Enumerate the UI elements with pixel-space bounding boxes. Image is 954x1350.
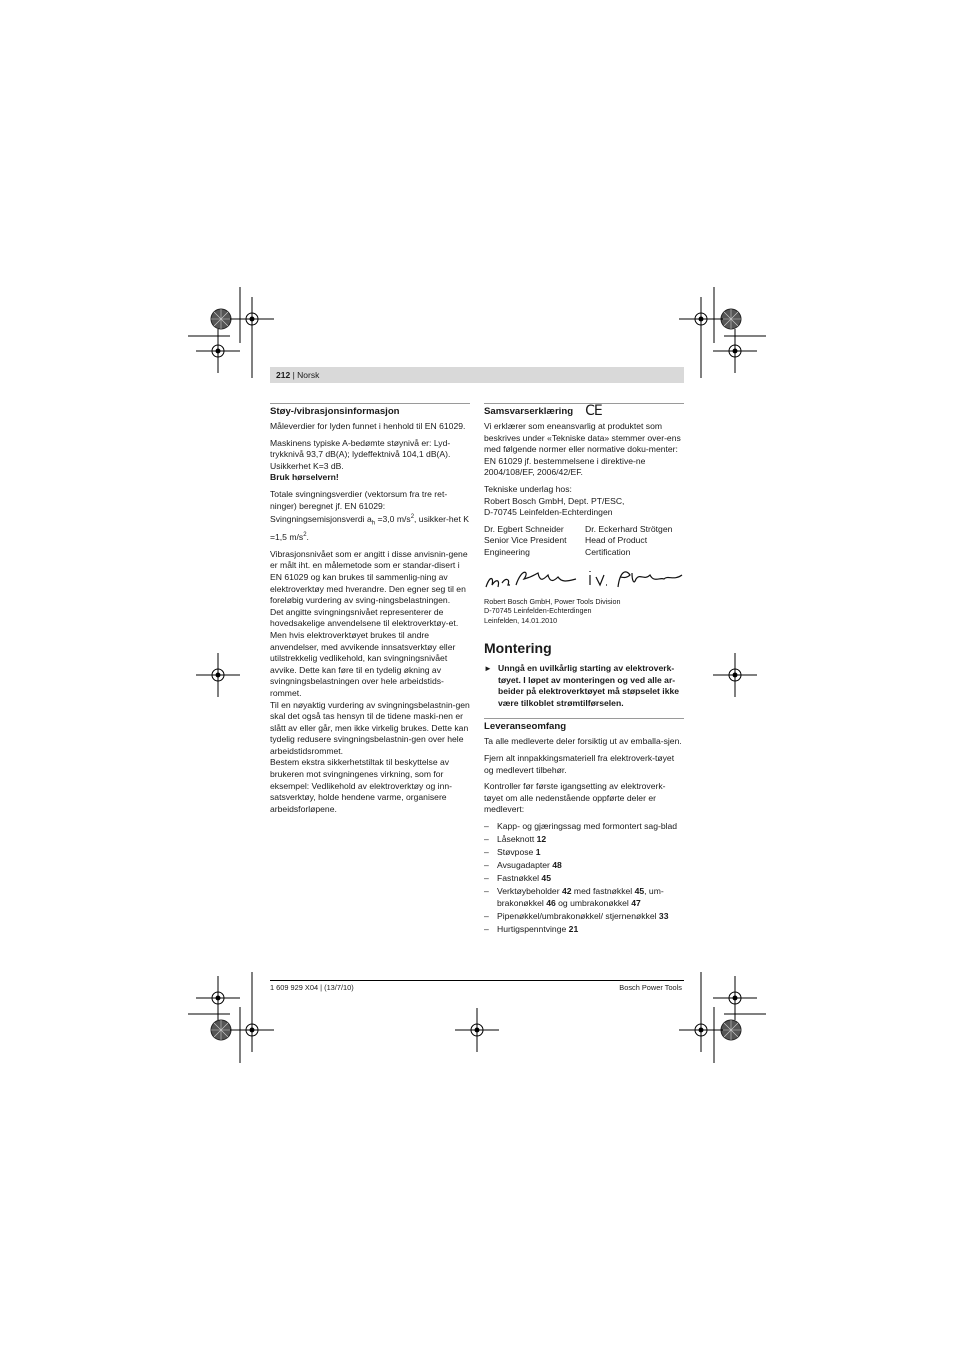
signer-1-name: Dr. Egbert Schneider xyxy=(484,523,564,534)
noise-paragraph-2: Maskinens typiske A-bedømte støynivå er: Lyd-trykknivå 93,7 dB(A); lydeffektnivå 104,1 dB(A). Usikkerhet K=3 dB. xyxy=(270,437,451,471)
signatures-image xyxy=(484,565,684,595)
tech-docs-line-1: Robert Bosch GmbH, Dept. PT/ESC, xyxy=(484,495,625,506)
page-number: 212 xyxy=(276,370,291,380)
tech-docs-label: Tekniske underlag hos: xyxy=(484,483,572,494)
list-item: – Pipenøkkel/umbrakonøkkel/ stjernenøkkel 33 xyxy=(484,911,669,922)
delivery-list xyxy=(484,821,684,936)
list-item: – Avsugadapter 48 xyxy=(484,860,562,871)
signer-2 xyxy=(585,524,684,559)
section-rule xyxy=(484,403,684,404)
issue-place-date: Leinfelden, 14.01.2010 xyxy=(484,615,558,625)
conformity-text: Vi erklærer som eneansvarlig at produktet som beskrives under «Tekniske data» stemmer over-ens med følgende normer eller normative doku-menter: EN 61029 jf. bestemmelsene i direktive-ne 2004/108/EF, 2006/42/EF. xyxy=(484,421,681,478)
company-address xyxy=(484,597,684,626)
conformity-heading-row xyxy=(484,405,684,418)
delivery-heading: Leveranseomfang xyxy=(484,721,567,733)
section-rule xyxy=(484,718,684,719)
page-footer xyxy=(270,980,684,992)
vibration-total-values: Totale svingningsverdier (vektorsum fra tre ret-ninger) beregnet jf. EN 61029: xyxy=(270,488,448,511)
vibration-paragraph-3: Til en nøyaktig vurdering av svingningsbelastnin-gen skal det også tas hensyn til de tidene maski-nen er slått av eller går, men ikke virkelig brukes. Dette kan tydelig redusere svingningsbelastnin-gen over hele arbeidstidsrommet. xyxy=(270,699,470,756)
tech-docs-line-2: D-70745 Leinfelden-Echterdingen xyxy=(484,507,613,518)
list-item: – Hurtigspenntvinge 21 xyxy=(484,924,579,935)
list-item: – Fastnøkkel 45 xyxy=(484,873,551,884)
delivery-paragraph-1: Ta alle medleverte deler forsiktig ut av emballa-sjen. xyxy=(484,736,682,747)
warning-note xyxy=(484,663,684,709)
vibration-paragraph-4: Bestem ekstra sikkerhetstiltak til beskyttelse av brukeren mot svingningenes virkning, som for eksempel: Vedlikehold av elektroverktøy og inn-satsverktøy, holde hendene varme, organisere arbeidsforløpene. xyxy=(270,757,452,814)
signer-1-title: Senior Vice President xyxy=(484,535,567,546)
list-item: – Kapp- og gjæringssag med formontert sag-blad xyxy=(484,820,678,831)
company-name: Robert Bosch GmbH, Power Tools Division xyxy=(484,596,621,606)
warning-text: Unngå en uvilkårlig starting av elektroverk-tøyet. I løpet av monteringen og ved alle ar-beider på elektroverktøyet må støpselet ikke være tilkoblet strømtilførselen. xyxy=(498,663,680,708)
header-separator: | xyxy=(292,370,295,380)
vibration-paragraph-2: Det angitte svingningsnivået representerer de hovedsakelige anvendelsene til elektroverktøy-et. Men hvis elektroverktøyet brukes til andre anvendelser, med avvikende innsatsverktøy eller utilstrekkelig vedlikehold, kan svingningsnivået avvike. Dette kan føre til en tydelig økning av svingningsbelastningen over hele arbeidstids-rommet. xyxy=(270,606,459,698)
list-item: – Låseknott 12 xyxy=(484,834,547,845)
ce-mark-icon: CE xyxy=(585,403,602,419)
signer-1-department: Engineering xyxy=(484,546,530,557)
mounting-heading: Montering xyxy=(484,640,552,657)
section-rule xyxy=(270,403,470,404)
vibration-emission-value: Svingningsemisjonsverdi $a_h =3,0$ $m/s^2$, usikker-het K =1,5 $m/s^2$. xyxy=(270,514,469,543)
left-column xyxy=(270,403,470,820)
signer-1 xyxy=(484,524,585,559)
signer-2-title: Head of Product xyxy=(584,535,648,546)
page-header xyxy=(270,367,684,383)
vibration-paragraph-1: Vibrasjonsnivået som er angitt i disse anvisnin-gene er målt iht. en målemetode som er standar-disert i EN 61029 og kan brukes til sammenlig-ning av elektroverktøy med hverandre. Den egner seg til en foreløbig vurdering av sving-ningsbelastningen. xyxy=(270,548,468,606)
signer-table xyxy=(484,524,684,559)
noise-vibration-heading: Støy-/vibrasjonsinformasjon xyxy=(270,406,400,417)
list-item: – Støvpose 1 xyxy=(484,847,541,858)
footer-brand: Bosch Power Tools xyxy=(619,983,682,992)
conformity-heading: Samsvarserklæring xyxy=(484,406,574,417)
header-language: Norsk xyxy=(297,370,320,380)
delivery-paragraph-3: Kontroller før første igangsetting av elektroverk-tøyet om alle nedenstående oppførte deler er medlevert: xyxy=(484,781,666,815)
arrow-bullet-icon: ► xyxy=(484,664,492,674)
company-city: D-70745 Leinfelden-Echterdingen xyxy=(484,606,592,616)
delivery-paragraph-2: Fjern alt innpakkingsmateriell fra elektroverk-tøyet og medlevert tilbehør. xyxy=(484,753,675,775)
signer-2-department: Certification xyxy=(584,546,631,557)
list-item: – Verktøybeholder 42 med fastnøkkel 45, um-brakonøkkel 46 og umbrakonøkkel 47 xyxy=(484,886,664,909)
right-column xyxy=(484,403,684,937)
signer-2-name: Dr. Eckerhard Strötgen xyxy=(584,523,673,534)
noise-paragraph-1: Måleverdier for lyden funnet i henhold til EN 61029. xyxy=(270,421,466,431)
footer-doc-number: 1 609 929 X04 | (13/7/10) xyxy=(270,983,354,992)
hearing-protection-note: Bruk hørselvern! xyxy=(270,472,339,483)
